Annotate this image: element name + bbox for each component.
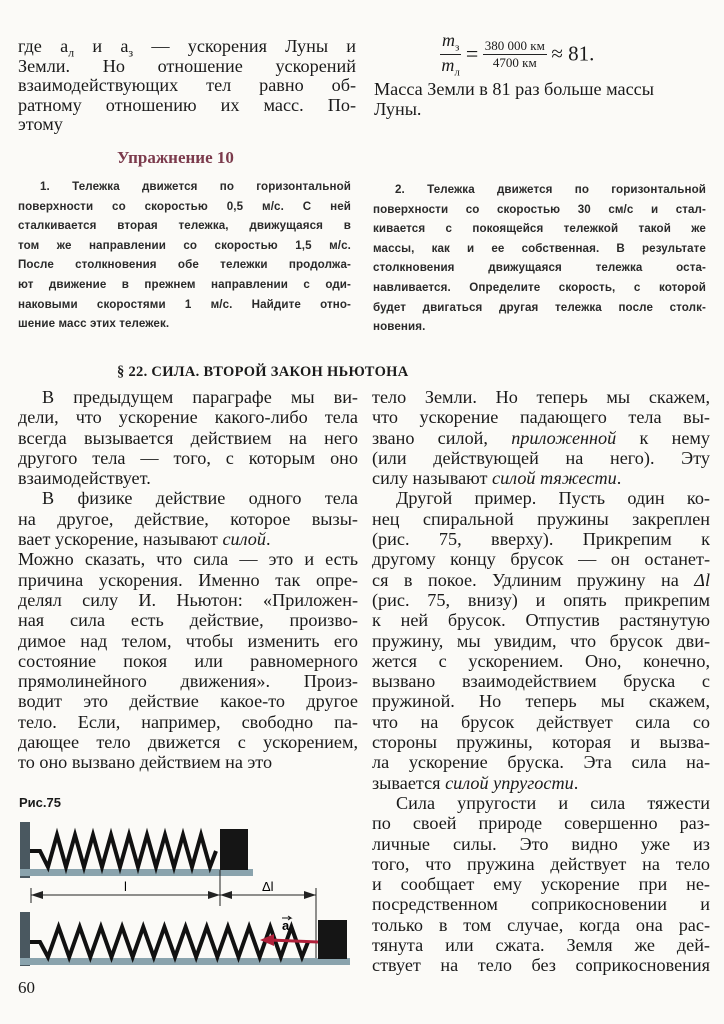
extension-label: Δl xyxy=(262,879,274,894)
subscript: л xyxy=(68,45,75,60)
text-line xyxy=(372,732,710,752)
text-segment: димое над телом, чтобы изменить его xyxy=(18,630,358,651)
text-line xyxy=(372,671,710,691)
text-segment: В предыдущем параграфе мы ви- xyxy=(42,387,358,407)
text-segment: кивается с покоящейся тележкой такой же xyxy=(373,222,706,236)
text-line xyxy=(18,295,351,315)
text-line xyxy=(18,197,351,217)
text-line xyxy=(374,100,710,120)
text-segment: только в том случае, когда она рас- xyxy=(372,914,710,935)
text-line xyxy=(373,219,706,239)
text-segment: поверхности со скоростью 30 см/с и стал- xyxy=(373,202,706,216)
text-segment: шение масс этих тележек. xyxy=(18,317,170,331)
text-line xyxy=(18,275,351,295)
text-segment: ла ускорение бруска. Эта сила на- xyxy=(372,752,710,773)
text-line xyxy=(18,549,358,569)
exercise-problem-1 xyxy=(18,177,351,334)
text-segment: всегда вызывается действием на него xyxy=(18,427,358,448)
text-line xyxy=(18,76,356,96)
text-line xyxy=(372,854,710,874)
text-line xyxy=(18,468,358,488)
text-line xyxy=(372,509,710,529)
text-segment: (рис. 75, вверху). Прикрепим к xyxy=(372,529,710,550)
text-line xyxy=(372,428,710,448)
text-line xyxy=(18,570,358,590)
text-segment: другого тела — того, с которым оно xyxy=(18,447,358,468)
text-line xyxy=(18,177,351,197)
equals-sign: = xyxy=(465,41,479,67)
acceleration-label: a xyxy=(282,918,290,933)
text-line xyxy=(372,529,710,549)
lhs-denominator-sub: л xyxy=(454,66,460,79)
text-segment: силу называют xyxy=(372,468,492,489)
text-segment: к нему xyxy=(616,427,710,448)
rhs-denominator: 4700 км xyxy=(492,54,537,70)
text-segment: столкновения движущаяся тележка оста- xyxy=(373,261,706,275)
text-line xyxy=(18,255,351,275)
section-title: § 22. СИЛА. ВТОРОЙ ЗАКОН НЬЮТОНА xyxy=(117,364,409,380)
text-line xyxy=(18,448,358,468)
text-segment: посредственном соприкосновении и xyxy=(372,894,710,915)
text-segment: тело Земли. Но теперь мы скажем, xyxy=(372,387,710,407)
acceleration-arrow xyxy=(270,940,318,942)
text-segment: вызвано взаимодействием бруска с xyxy=(372,671,710,692)
exercise-problem-2 xyxy=(373,180,706,337)
text-segment: — ускорения Луны и xyxy=(133,36,357,56)
text-segment: взаимодействующих тел равно об- xyxy=(18,75,356,95)
italic-term: Δl xyxy=(694,569,710,590)
text-segment: сталкивается вторая тележка, движущаяся в xyxy=(18,219,351,233)
text-segment: (рис. 75, внизу) и опять прикрепим xyxy=(372,589,710,610)
text-segment: пружину, мы увидим, что брусок дви- xyxy=(372,630,710,651)
text-segment: В физике действие одного тела xyxy=(42,488,358,509)
text-segment: (или действующей на него). Эту xyxy=(372,447,710,468)
text-segment: зывается xyxy=(372,772,446,793)
text-segment: вает ускорение, называют xyxy=(18,529,223,550)
text-line xyxy=(372,387,710,407)
text-line xyxy=(373,317,706,337)
text-line xyxy=(18,509,358,529)
text-line xyxy=(372,752,710,772)
text-line xyxy=(372,894,710,914)
text-segment: Луны. xyxy=(374,98,422,119)
text-line xyxy=(18,387,358,407)
text-segment: Можно сказать, что сила — это и есть xyxy=(18,549,358,570)
bottom-wall xyxy=(20,912,30,966)
text-line xyxy=(372,955,710,975)
text-segment: . xyxy=(573,772,579,793)
text-line xyxy=(18,115,356,135)
text-segment: звано силой, xyxy=(372,427,512,448)
lhs-fraction xyxy=(440,30,461,78)
text-segment: где a xyxy=(18,36,69,56)
length-label: l xyxy=(124,879,127,894)
text-segment: ют движение в прежнем направлении с оди- xyxy=(18,277,351,291)
text-segment: Тележка движется по горизонтальной xyxy=(49,180,351,193)
figure-caption: Рис.75 xyxy=(19,795,61,810)
text-line xyxy=(372,915,710,935)
text-segment: водит это действие какое-то другое xyxy=(18,691,358,712)
text-segment: и сообщает ему ускорение при не- xyxy=(372,874,710,895)
text-line xyxy=(18,631,358,651)
text-line xyxy=(373,180,706,200)
text-line xyxy=(372,874,710,894)
text-line xyxy=(373,239,706,259)
text-line xyxy=(18,651,358,671)
text-segment: стороны пружины, которая и вызва- xyxy=(372,732,710,753)
text-line xyxy=(18,590,358,610)
text-segment: личные силы. Это видно уже из xyxy=(372,833,710,854)
italic-term: силой тяжести xyxy=(492,468,617,489)
problem-number: 1. xyxy=(40,180,50,193)
text-segment: . xyxy=(265,529,271,550)
text-segment: будет двигаться другая тележка после столк- xyxy=(373,300,706,314)
text-segment: состояние покоя или равномерного xyxy=(18,650,358,671)
text-segment: наковыми скоростями 1 м/с. Найдите отно- xyxy=(18,297,351,311)
top-spring xyxy=(30,835,216,867)
text-segment: Тележка движется по горизонтальной xyxy=(404,183,706,196)
italic-term: силой упругости xyxy=(445,772,574,793)
lhs-numerator: m xyxy=(442,30,455,50)
text-segment: навливается. Определите скорость, с которой xyxy=(373,280,706,294)
approx-result: ≈ 81. xyxy=(551,41,595,66)
text-line xyxy=(18,407,358,427)
text-line xyxy=(372,488,710,508)
text-line xyxy=(372,793,710,813)
bottom-block xyxy=(318,920,347,959)
text-line xyxy=(372,549,710,569)
text-line xyxy=(372,468,710,488)
lhs-denominator: m xyxy=(441,54,455,75)
exercise-title: Упражнение 10 xyxy=(117,148,234,167)
text-segment: делял силу И. Ньютон: «Приложен- xyxy=(18,589,358,610)
text-segment: что ускорение падающего тела вы- xyxy=(372,407,710,428)
problem-number: 2. xyxy=(395,183,405,196)
text-segment: том же направлении со скоростью 1,5 м/с. xyxy=(18,238,351,252)
text-line xyxy=(372,773,710,793)
text-segment: поверхности со скоростью 0,5 м/с. С ней xyxy=(18,199,351,213)
text-segment: Сила упругости и сила тяжести xyxy=(396,792,710,813)
text-line xyxy=(18,57,356,77)
text-line xyxy=(18,752,358,772)
text-line xyxy=(372,813,710,833)
text-line xyxy=(372,570,710,590)
text-segment: Земли. Но отношение ускорений xyxy=(18,55,356,76)
text-segment: ная сила есть действие, произво- xyxy=(18,610,358,631)
text-line xyxy=(372,610,710,630)
text-segment: к ней брусок. Отпустив растянутую xyxy=(372,610,710,631)
text-line xyxy=(372,935,710,955)
text-segment: Другой пример. Пусть один ко- xyxy=(396,488,710,509)
text-segment: то оно вызвано действием на это xyxy=(18,752,273,773)
text-line xyxy=(373,258,706,278)
top-block xyxy=(220,829,248,870)
text-segment: тело. Если, например, свободно па- xyxy=(18,711,358,732)
text-line xyxy=(18,216,351,236)
top-right-paragraph xyxy=(374,80,710,119)
text-line xyxy=(18,529,358,549)
text-line xyxy=(372,834,710,854)
figure-75-spring-diagram xyxy=(0,810,370,980)
text-line xyxy=(18,236,351,256)
text-line xyxy=(373,298,706,318)
body-left-column xyxy=(18,387,358,773)
text-segment: причина ускорения. Именно так опре- xyxy=(18,569,358,590)
top-base xyxy=(20,869,253,876)
text-line xyxy=(372,691,710,711)
rhs-fraction xyxy=(483,38,547,71)
text-segment: ствует на тело без соприкосновения xyxy=(372,955,710,976)
subscript: з xyxy=(128,45,134,60)
text-line xyxy=(372,631,710,651)
text-segment: ся в покое. Удлиним пружину на xyxy=(372,569,695,590)
italic-term: приложенной xyxy=(511,427,617,448)
text-segment: взаимодействует. xyxy=(18,468,151,489)
text-segment: по своей природе совершенно раз- xyxy=(372,813,710,834)
text-segment: пружиной. Но теперь мы скажем, xyxy=(372,691,710,712)
text-line xyxy=(18,488,358,508)
text-line xyxy=(373,200,706,220)
text-line xyxy=(18,36,357,60)
text-line xyxy=(373,278,706,298)
text-line xyxy=(18,610,358,630)
text-segment: . xyxy=(616,468,622,489)
lhs-numerator-sub: з xyxy=(455,41,460,54)
text-line xyxy=(372,590,710,610)
text-line xyxy=(18,712,358,732)
text-segment: После столкновения обе тележки продолжа- xyxy=(18,258,351,272)
text-segment: ратному отношению их масс. По- xyxy=(18,94,356,115)
text-segment: что на брусок действует сила со xyxy=(372,711,710,732)
text-line xyxy=(18,428,358,448)
top-left-paragraph xyxy=(18,37,356,135)
text-segment: прямолинейного движения». Произ- xyxy=(18,671,358,692)
text-segment: новения. xyxy=(373,320,426,334)
text-segment: этому xyxy=(18,114,63,134)
text-segment: того, что пружина действует на тело xyxy=(372,853,710,874)
text-line xyxy=(18,691,358,711)
text-segment: дающее тело движется с ускорением, xyxy=(18,732,358,753)
text-segment: и a xyxy=(74,36,129,56)
text-line xyxy=(18,314,351,334)
text-segment: Масса Земли в 81 раз больше массы xyxy=(374,79,654,99)
text-segment: другому концу брусок — он останет- xyxy=(372,549,710,570)
text-segment: нец спиральной пружины закреплен xyxy=(372,508,710,529)
text-line xyxy=(372,448,710,468)
text-line xyxy=(374,80,710,100)
text-segment: тянута или сжата. Земля же дей- xyxy=(372,935,710,956)
text-line xyxy=(18,671,358,691)
text-segment: жется с ускорением. Оно, конечно, xyxy=(372,650,710,671)
text-segment: массы, как и ее собственная. В результате xyxy=(373,241,706,255)
body-right-column xyxy=(372,387,710,976)
text-line xyxy=(372,407,710,427)
italic-term: силой xyxy=(222,529,266,550)
text-segment: на другое, действие, которое вызы- xyxy=(18,508,358,529)
text-line xyxy=(18,96,356,116)
rhs-numerator: 380 000 км xyxy=(484,37,545,53)
page-number: 60 xyxy=(18,978,35,997)
text-line xyxy=(372,712,710,732)
text-segment: дели, что ускорение какого-либо тела xyxy=(18,407,358,428)
text-line xyxy=(18,732,358,752)
mass-ratio-formula xyxy=(440,30,594,78)
text-line xyxy=(372,651,710,671)
